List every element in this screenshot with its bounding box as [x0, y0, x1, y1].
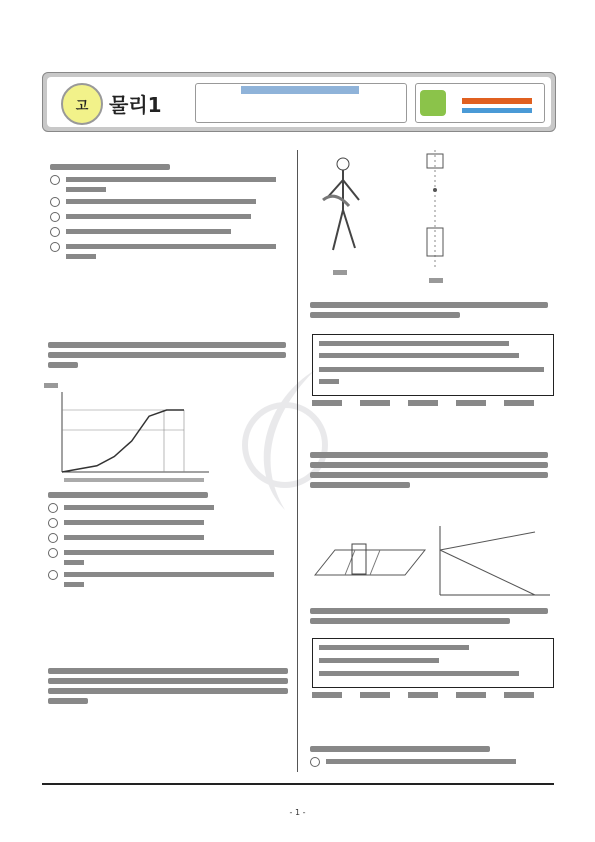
question-3 — [48, 664, 290, 708]
q1-option-4[interactable] — [50, 227, 290, 237]
velocity-graph — [44, 380, 214, 485]
q2-option-5[interactable] — [48, 570, 290, 587]
question-2 — [48, 338, 290, 372]
q1-option-5[interactable] — [50, 242, 290, 259]
question-1 — [50, 160, 290, 264]
label-b — [429, 278, 443, 283]
exam-title-band — [241, 86, 359, 94]
logo-bar-orange — [462, 98, 532, 104]
figure-person-and-apparatus — [315, 150, 555, 290]
x-tick-labels — [64, 478, 204, 482]
logo-bar-blue — [462, 108, 532, 113]
header-inner — [47, 77, 551, 127]
q2-option-4[interactable] — [48, 548, 290, 565]
page-header — [42, 72, 556, 132]
question-4-answers[interactable] — [312, 400, 552, 406]
question-1-text — [50, 164, 170, 170]
logo-mark-icon — [420, 90, 446, 116]
subject-title: 물리1 — [109, 93, 162, 117]
q7-option-1[interactable] — [310, 757, 550, 767]
question-6 — [310, 604, 550, 628]
q2-option-1[interactable] — [48, 503, 290, 513]
exam-title-box — [195, 83, 407, 123]
graph-curve — [62, 410, 184, 472]
publisher-logo — [415, 83, 545, 123]
figure-field-and-graph — [310, 520, 555, 605]
footer-rule — [42, 783, 554, 785]
question-6-choice-box — [312, 638, 554, 688]
graph-y-label — [44, 383, 58, 388]
grade-badge: 고 — [61, 83, 103, 125]
magnetic-field-plate — [315, 544, 425, 575]
apparatus-figure — [427, 150, 443, 270]
question-4 — [310, 298, 550, 322]
q1-option-2[interactable] — [50, 197, 290, 207]
q2-option-2[interactable] — [48, 518, 290, 528]
question-7 — [310, 742, 550, 772]
small-graph — [440, 526, 550, 595]
question-5 — [310, 448, 550, 492]
question-6-answers[interactable] — [312, 692, 552, 698]
q1-option-3[interactable] — [50, 212, 290, 222]
page-number: - 1 - — [289, 808, 306, 817]
question-2-body — [48, 488, 290, 592]
question-4-choice-box — [312, 334, 554, 396]
q1-option-1[interactable] — [50, 175, 290, 192]
q2-option-3[interactable] — [48, 533, 290, 543]
person-figure — [323, 158, 359, 250]
label-a — [333, 270, 347, 275]
